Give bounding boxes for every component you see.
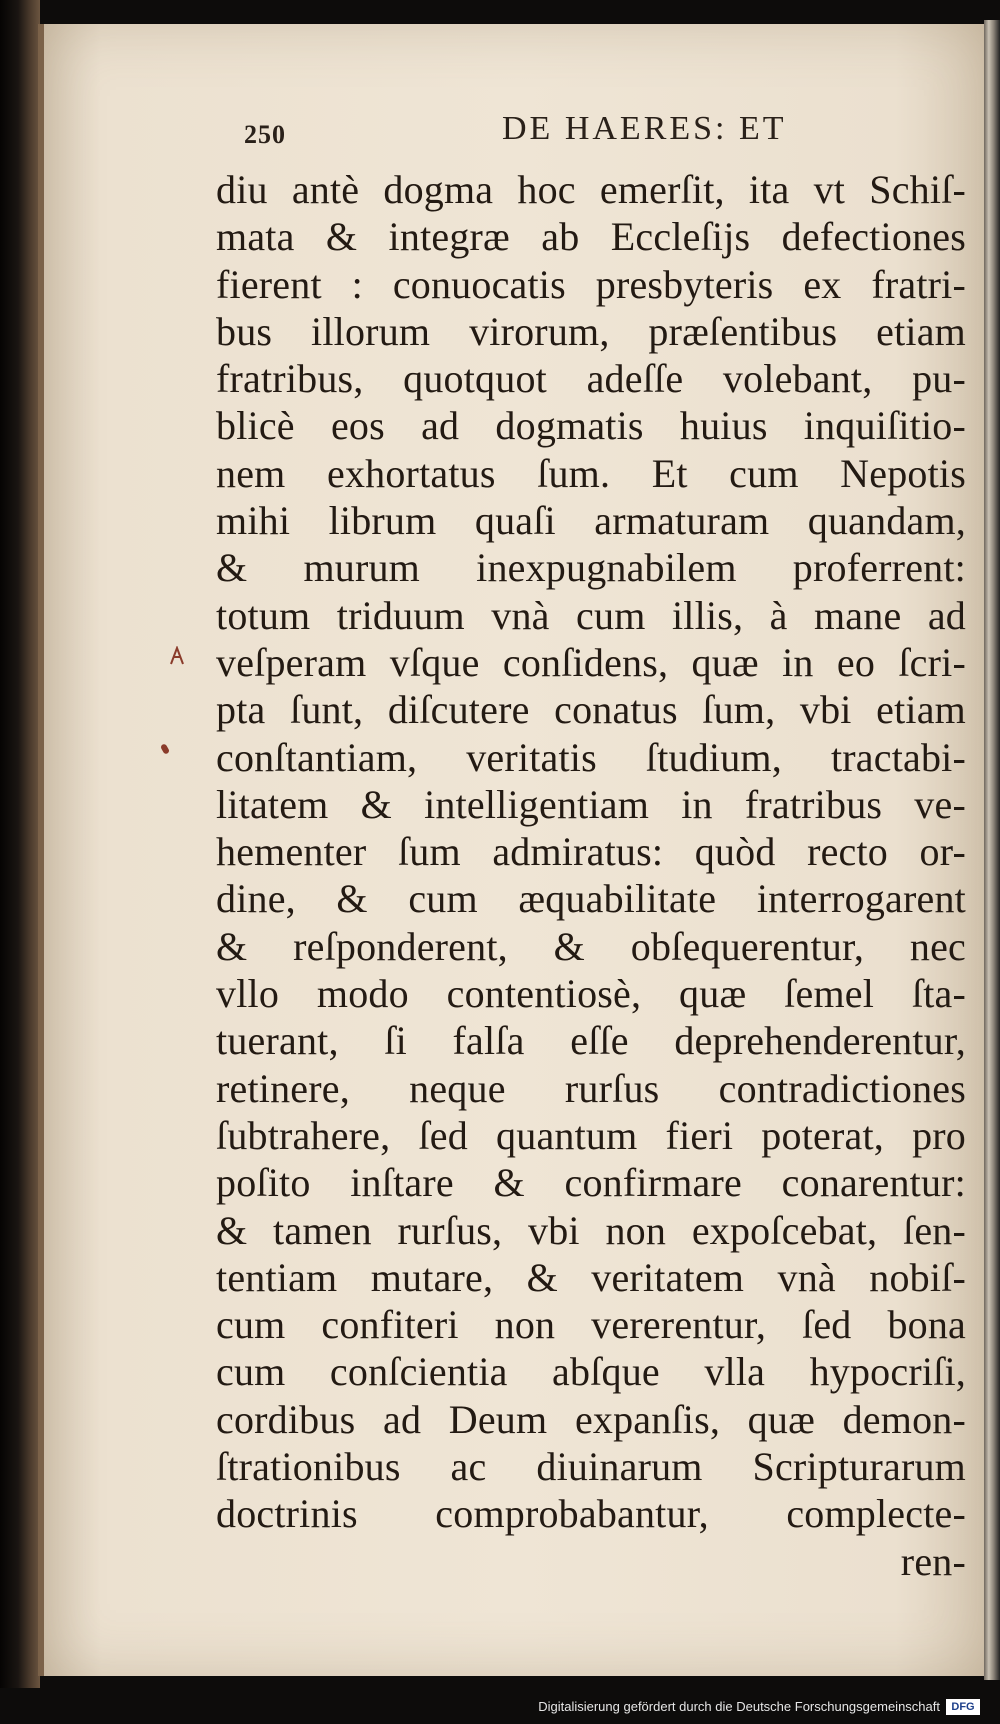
text-line: tuerant, ſi falſa eſſe deprehenderentur, xyxy=(216,1018,966,1064)
text-line: & tamen rurſus, vbi non expoſcebat, ſen- xyxy=(216,1207,966,1253)
page-edge xyxy=(984,20,1000,1680)
text-line: bus illorum virorum, præſentibus etiam xyxy=(216,308,966,354)
text-line: mata & integræ ab Eccleſijs defectiones xyxy=(216,214,966,260)
text-line: cordibus ad Deum expanſis, quæ demon- xyxy=(216,1396,966,1442)
running-title: DE HAERES: ET xyxy=(502,110,787,147)
text-line: diu antè dogma hoc emerſit, ita vt Schiſ- xyxy=(216,167,966,212)
running-head xyxy=(44,110,990,160)
dfg-logo: DFG xyxy=(946,1699,980,1715)
page-number: 250 xyxy=(244,120,286,149)
text-line: tentiam mutare, & veritatem vnà nobiſ- xyxy=(216,1254,966,1300)
catchword: ren- xyxy=(900,1538,966,1584)
marginal-mark xyxy=(170,646,184,666)
body-text xyxy=(216,166,966,1585)
text-line: fierent : conuocatis presbyteris ex fratri- xyxy=(216,261,966,307)
text-line: & reſponderent, & obſequerentur, nec xyxy=(216,923,966,969)
text-line: blicè eos ad dogmatis huius inquiſitio- xyxy=(216,403,966,449)
funding-credit: Digitalisierung gefördert durch die Deutsche Forschungsgemeinschaft xyxy=(538,1699,940,1714)
text-line: ſubtrahere, ſed quantum fieri poterat, pro xyxy=(216,1112,966,1158)
text-line: ſtrationibus ac diuinarum Scripturarum xyxy=(216,1444,966,1490)
text-line: mihi librum quaſi armaturam quandam, xyxy=(216,498,966,544)
text-line: veſperam vſque conſidens, quæ in eo ſcri- xyxy=(216,639,966,685)
footer-bar xyxy=(0,1688,1000,1724)
text-line: nem exhortatus ſum. Et cum Nepotis xyxy=(216,450,966,496)
text-line: totum triduum vnà cum illis, à mane ad xyxy=(216,592,966,638)
text-line: cum conſcientia abſque vlla hypocriſi, xyxy=(216,1349,966,1395)
text-line: cum confiteri non vererentur, ſed bona xyxy=(216,1302,966,1348)
text-line: pta ſunt, diſcutere conatus ſum, vbi etiam xyxy=(216,687,966,733)
text-line: fratribus, quotquot adeſſe volebant, pu- xyxy=(216,356,966,402)
ink-spot xyxy=(160,743,170,755)
text-line: doctrinis comprobabantur, complecte- xyxy=(216,1491,966,1537)
text-line: & murum inexpugnabilem proferrent: xyxy=(216,545,966,591)
text-line: dine, & cum æquabilitate interrogarent xyxy=(216,876,966,922)
book-page xyxy=(38,24,990,1676)
text-line: conſtantiam, veritatis ſtudium, tractabi- xyxy=(216,734,966,780)
book-spine xyxy=(0,0,40,1724)
text-line: litatem & intelligentiam in fratribus ve- xyxy=(216,781,966,827)
text-line: vllo modo contentiosè, quæ ſemel ſta- xyxy=(216,971,966,1017)
text-line: poſito inſtare & confirmare conarentur: xyxy=(216,1160,966,1206)
text-line: hementer ſum admiratus: quòd recto or- xyxy=(216,829,966,875)
text-line: retinere, neque rurſus contradictiones xyxy=(216,1065,966,1111)
